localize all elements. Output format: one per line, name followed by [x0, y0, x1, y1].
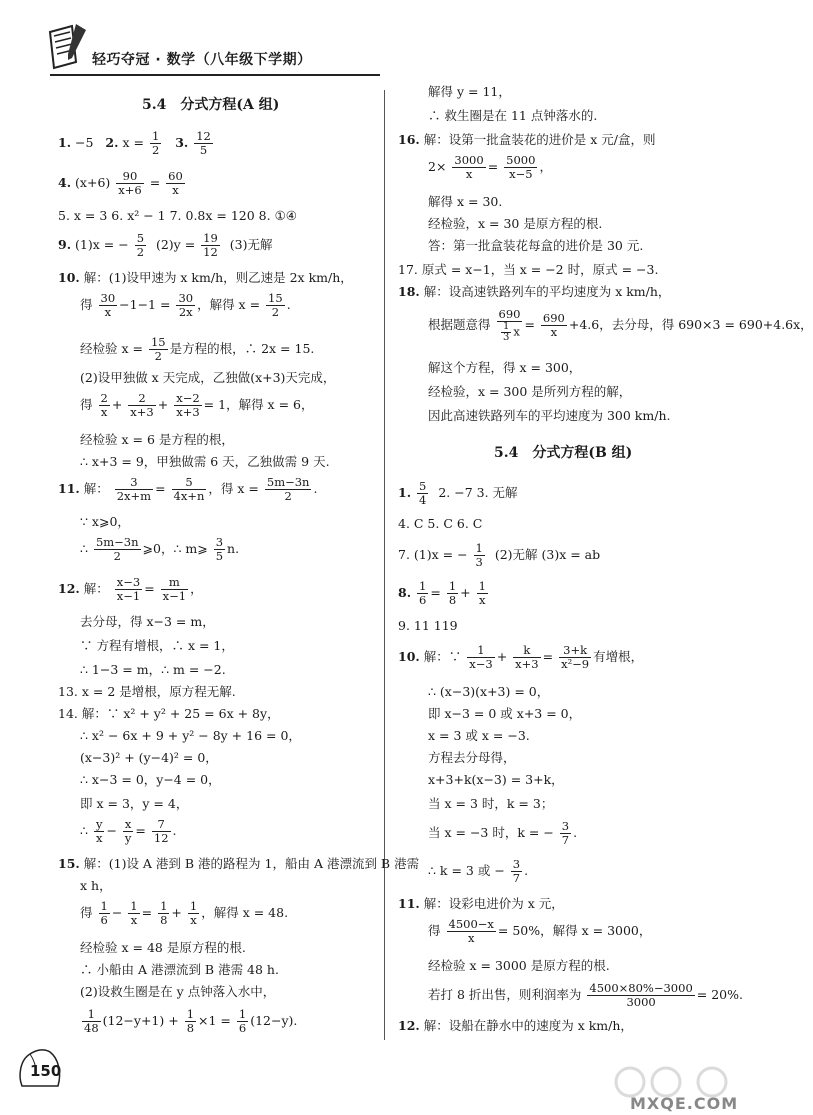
answer-line: 4. C 5. C 6. C: [398, 516, 483, 531]
answer-line: 经检验 x = 48 是原方程的根.: [80, 940, 246, 955]
answer-line: ∴ $\frac{5m-3n}{2}$ ⩾0，∴ m⩾ $\frac{3}{5}$ n.: [80, 535, 240, 563]
answer-line: 因此高速铁路列车的平均速度为 300 km/h.: [428, 408, 671, 423]
answer-line: 4. (x+6) $\frac{90}{x+6}$ = $\frac{60}{x}$: [58, 169, 183, 197]
answer-line: 9. (1)x = − $\frac{5}{2}$ (2)y = $\frac{19}{12}$ (3)无解: [58, 231, 273, 259]
answer-line: 即 x = 3，y = 4，: [80, 796, 189, 811]
answer-line: 15. 解：(1)设 A 港到 B 港的路程为 1，船由 A 港漂流到 B 港需: [58, 856, 420, 871]
page-header: [10, 22, 430, 80]
column-divider: [384, 90, 385, 1040]
answer-line: 若打 8 折出售，则利润率为 $\frac{4500\times 80\%-3000}{3000}$ = 20%.: [428, 981, 743, 1009]
answer-line: 13. x = 2 是增根，原方程无解.: [58, 684, 236, 699]
answer-line: 10. 解：∵ $\frac{1}{x-3}$ + $\frac{k}{x+3}$ = $\frac{3+k}{\text{x²−9}}$ 有增根，: [398, 643, 644, 671]
answer-line: 10. 解：(1)设甲速为 x km/h，则乙速是 2x km/h，: [58, 270, 353, 285]
answer-line: ∵ x⩾0，: [80, 514, 130, 529]
answer-line: 去分母，得 x−3 = m，: [80, 614, 215, 629]
answer-line: ∴ x+3 = 9，甲独做需 6 天，乙独做需 9 天.: [80, 454, 330, 469]
answer-line: x h，: [80, 878, 112, 893]
answer-line: 当 x = −3 时，k = − $\frac{3}{7}$ .: [428, 819, 578, 847]
answer-line: ∴ 救生圈是在 11 点钟落水的.: [428, 108, 598, 123]
answer-line: 当 x = 3 时，k = 3；: [428, 796, 554, 811]
book-pen-icon: [46, 22, 90, 72]
section-title-a: 5.4 分式方程(A 组): [142, 97, 280, 113]
answer-line: ∴ x−3 = 0，y−4 = 0，: [80, 772, 221, 787]
answer-line: 经检验，x = 300 是所列方程的解，: [428, 384, 632, 399]
answer-line: 解这个方程，得 x = 300，: [428, 360, 582, 375]
answer-line: 11. 解： $\frac{3}{2x+m}$ = $\frac{5}{4x+n}$ ，得 x = $\frac{5m-3n}{2}$ .: [58, 475, 318, 503]
answer-line: 经检验 x = $\frac{15}{2}$ 是方程的根，∴ 2x = 15.: [80, 335, 315, 363]
answer-line: 8. $\frac{1}{6}$ = $\frac{1}{8}$ + $\frac{1}{x}$: [398, 579, 486, 607]
answer-line: 7. (1)x = − $\frac{1}{3}$ (2)无解 (3)x = ab: [398, 541, 601, 569]
answer-line: 根据题意得 690 $\frac{1}{3}$ x = $\frac{690}{x}$ +4.6，去分母，得 690×3 = 690+4.6x，: [428, 307, 813, 343]
answer-line: ∴ $\frac{y}{x}$ − $\frac{x}{y}$ = $\frac{7}{12}$ .: [80, 817, 177, 845]
answer-line: 12. 解： $\frac{x-3}{x-1}$ = $\frac{m}{x-1}$ ，: [58, 575, 203, 603]
answer-line: x = 3 或 x = −3.: [428, 728, 530, 743]
page-number-text: 150: [30, 1062, 62, 1080]
answer-line: 18. 解：设高速铁路列车的平均速度为 x km/h，: [398, 284, 671, 299]
answer-line: $\frac{1}{48}$ (12−y+1) + $\frac{1}{8}$ ×1 = $\frac{1}{6}$ (12−y).: [84, 1007, 298, 1035]
answer-line: 得 $\frac{2}{x}$ + $\frac{2}{x+3}$ + $\frac{x-2}{x+3}$ = 1，解得 x = 6，: [80, 391, 314, 419]
answer-line: 14. 解：∵ x² + y² + 25 = 6x + 8y，: [58, 706, 280, 721]
watermark-text: MXQE.COM: [630, 1094, 739, 1113]
answer-line: ∴ 1−3 = m，∴ m = −2.: [80, 662, 226, 677]
header-rule: [50, 74, 380, 76]
answer-line: 9. 11 119: [398, 618, 458, 633]
answer-line: 1. −5 2. x = $\frac{1}{2}$ 3. $\frac{12}{5}$: [58, 129, 211, 157]
answer-line: ∴ 小船由 A 港漂流到 B 港需 48 h.: [80, 962, 279, 977]
answer-line: (2)设救生圈是在 y 点钟落入水中，: [80, 984, 276, 999]
answer-line: ∴ k = 3 或 − $\frac{3}{7}$ .: [428, 857, 529, 885]
answer-line: 12. 解：设船在静水中的速度为 x km/h，: [398, 1018, 633, 1033]
answer-line: 答：第一批盒装花每盒的进价是 30 元.: [428, 238, 644, 253]
answer-line: (2)设甲独做 x 天完成，乙独做(x+3)天完成，: [80, 370, 336, 385]
answer-line: 经检验 x = 6 是方程的根，: [80, 432, 234, 447]
answer-line: 解得 x = 30.: [428, 194, 503, 209]
answer-line: 即 x−3 = 0 或 x+3 = 0，: [428, 706, 582, 721]
answer-line: 经检验，x = 30 是原方程的根.: [428, 216, 603, 231]
answer-line: 1. $\frac{5}{4}$ 2. −7 3. 无解: [398, 479, 518, 507]
answer-line: 解得 y = 11，: [428, 84, 511, 99]
answer-line: 2× $\frac{3000}{x}$ = $\frac{5000}{x-5}$ ，: [428, 153, 552, 181]
answer-line: ∴ (x−3)(x+3) = 0，: [428, 684, 550, 699]
section-title-b: 5.4 分式方程(B 组): [494, 445, 633, 461]
answer-line: (x−3)² + (y−4)² = 0，: [80, 750, 218, 765]
answer-line: 方程去分母得，: [428, 750, 516, 765]
answer-line: 得 $\frac{30}{x}$ −1−1 = $\frac{30}{2x}$ ，解得 x = $\frac{15}{2}$ .: [80, 291, 291, 319]
answer-line: 16. 解：设第一批盒装花的进价是 x 元/盒，则: [398, 132, 656, 147]
page-number: [16, 1046, 64, 1090]
answer-line: 得 $\frac{4500-x}{x}$ = 50%，解得 x = 3000，: [428, 917, 652, 945]
answer-line: ∴ x² − 6x + 9 + y² − 8y + 16 = 0，: [80, 728, 301, 743]
answer-line: 17. 原式 = x−1，当 x = −2 时，原式 = −3.: [398, 262, 659, 277]
answer-line: 11. 解：设彩电进价为 x 元，: [398, 896, 564, 911]
answer-line: 得 $\frac{1}{6}$ − $\frac{1}{x}$ = $\frac{1}{8}$ + $\frac{1}{x}$ ，解得 x = 48.: [80, 899, 289, 927]
answer-line: ∵ 方程有增根，∴ x = 1，: [80, 638, 234, 653]
answer-line: 经检验 x = 3000 是原方程的根.: [428, 958, 610, 973]
header-title: 轻巧夺冠 · 数学（八年级下学期）: [92, 52, 312, 68]
answer-line: 5. x = 3 6. x² − 1 7. 0.8x = 120 8. ①④: [58, 208, 297, 223]
answer-line: x+3+k(x−3) = 3+k，: [428, 772, 564, 787]
